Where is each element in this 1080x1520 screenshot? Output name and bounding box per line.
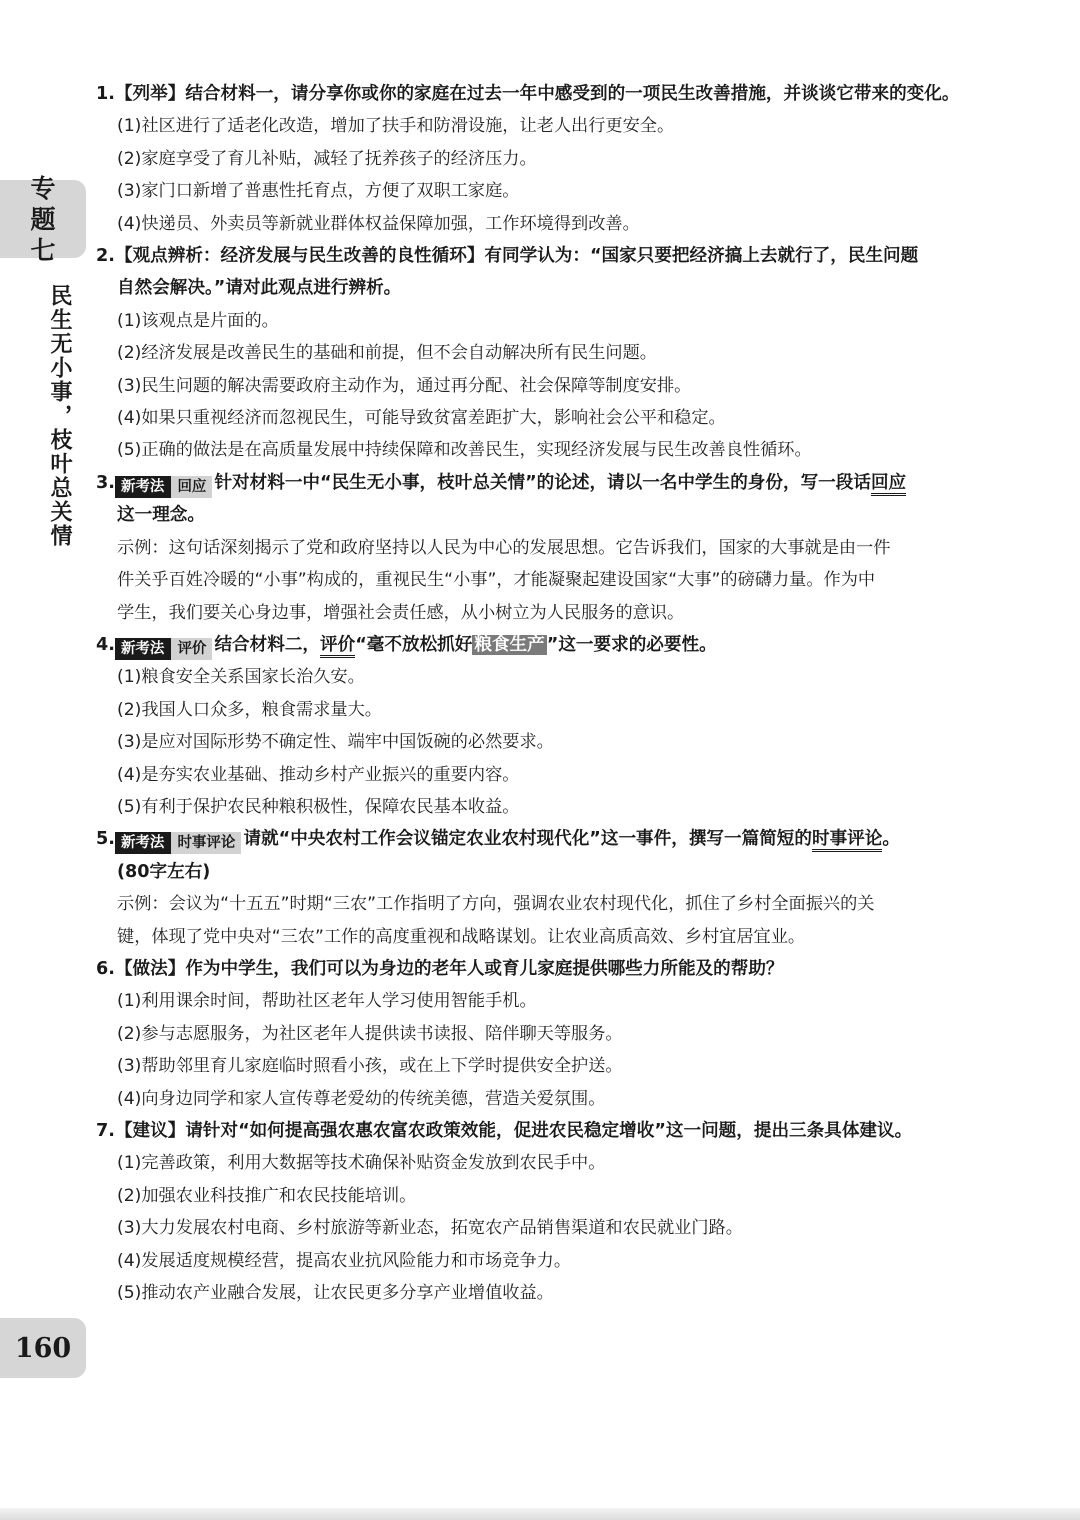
- question-4: [96, 629, 986, 823]
- question-1: [96, 78, 986, 240]
- answer-line: (1)社区进行了适老化改造，增加了扶手和防滑设施，让老人出行更安全。: [117, 116, 675, 137]
- question-list: [96, 78, 986, 1309]
- question-1-prompt: 1.【列举】结合材料一，请分享你或你的家庭在过去一年中感受到的一项民生改善措施，并谈谈它带来的变化。: [96, 84, 960, 104]
- chapter-tab-char-1: 专: [30, 173, 56, 203]
- answer-line: (5)有利于保护农民种粮积极性，保障农民基本收益。: [117, 796, 520, 817]
- question-5: [96, 823, 986, 953]
- answer-line: (1)利用课余时间，帮助社区老年人学习使用智能手机。: [117, 991, 537, 1012]
- new-exam-tag: 新考法 回应: [115, 476, 213, 498]
- question-6-prompt: 6.【做法】作为中学生，我们可以为身边的老年人或育儿家庭提供哪些力所能及的帮助？: [96, 958, 784, 979]
- answer-line: (3)帮助邻里育儿家庭临时照看小孩，或在上下学时提供安全护送。: [117, 1056, 623, 1077]
- keyword-underline: 时事评论: [812, 829, 882, 852]
- answer-line: (4)向身边同学和家人宣传尊老爱幼的传统美德，营造关爱氛围。: [117, 1088, 606, 1109]
- question-3: [96, 467, 986, 629]
- new-exam-tag: 新考法 时事评论: [115, 832, 242, 854]
- question-7: [96, 1115, 986, 1309]
- chapter-tab-char-2: 题: [30, 204, 56, 234]
- question-2: [96, 240, 986, 467]
- page-number: 160: [0, 1318, 86, 1378]
- answer-line: (4)如果只重视经济而忽视民生，可能导致贫富差距扩大，影响社会公平和稳定。: [117, 408, 726, 429]
- question-7-prompt: 7.【建议】请针对“如何提高强农惠农富农政策效能，促进农民稳定增收”这一问题，提出三条具体建议。: [96, 1121, 913, 1141]
- answer-line: (1)该观点是片面的。: [117, 310, 279, 331]
- keyword-underline: 回应: [871, 473, 906, 496]
- question-2-prompt: 2.【观点辨析：经济发展与民生改善的良性循环】有同学认为：“国家只要把经济搞上去就行了，民生问题 自然会解决。”请对此观点进行辨析。: [96, 246, 919, 299]
- question-4-prompt: 4. 新考法 评价 结合材料二，评价“毫不放松抓好 粮食生产 ”这一要求的必要性。: [96, 629, 986, 661]
- answer-line: (4)快递员、外卖员等新就业群体权益保障加强，工作环境得到改善。: [117, 213, 640, 234]
- answer-line: (1)粮食安全关系国家长治久安。: [117, 667, 365, 688]
- answer-line: (5)正确的做法是在高质量发展中持续保障和改善民生，实现经济发展与民生改善良性循环。: [117, 440, 812, 461]
- answer-line: (3)大力发展农村电商、乡村旅游等新业态，拓宽农产品销售渠道和农民就业门路。: [117, 1218, 743, 1239]
- answer-line: (3)民生问题的解决需要政府主动作为，通过再分配、社会保障等制度安排。: [117, 375, 692, 396]
- answer-line: (3)是应对国际形势不确定性、端牢中国饭碗的必然要求。: [117, 732, 554, 753]
- answer-line: (3)家门口新增了普惠性托育点，方便了双职工家庭。: [117, 181, 520, 202]
- chapter-title: 民生无小事，枝叶总关情: [47, 284, 72, 548]
- answer-line: (2)参与志愿服务，为社区老年人提供读书读报、陪伴聊天等服务。: [117, 1023, 623, 1044]
- question-3-prompt: 3. 新考法 回应 针对材料一中“民生无小事，枝叶总关情”的论述，请以一名中学生的身份，写一段话回应 这一理念。: [96, 472, 907, 526]
- page-bottom-edge: [0, 1508, 1080, 1520]
- example-answer: 示例：会议为“十五五”时期“三农”工作指明了方向，强调农业农村现代化，抓住了乡村全面振兴的关 键，体现了党中央对“三农”工作的高度重视和战略谋划。让农业高质高效、乡村宜居宜业。: [117, 894, 875, 947]
- question-5-prompt: 5. 新考法 时事评论 请就“中央农村工作会议锚定农业农村现代化”这一事件，撰写一篇简短的时事评论。 (80字左右): [96, 829, 900, 882]
- new-exam-tag: 新考法 评价: [115, 638, 213, 660]
- answer-line: (4)发展适度规模经营，提高农业抗风险能力和市场竞争力。: [117, 1250, 572, 1271]
- answer-line: (4)是夯实农业基础、推动乡村产业振兴的重要内容。: [117, 764, 520, 785]
- answer-line: (5)推动农产业融合发展，让农民更多分享产业增值收益。: [117, 1283, 554, 1304]
- chapter-tab: [0, 173, 86, 265]
- chapter-tab-char-3: 七: [30, 235, 56, 265]
- answer-line: (2)加强农业科技推广和农民技能培训。: [117, 1185, 417, 1206]
- highlighted-phrase: 粮食生产: [474, 634, 545, 655]
- question-6: [96, 953, 986, 1115]
- example-answer: 示例：这句话深刻揭示了党和政府坚持以人民为中心的发展思想。它告诉我们，国家的大事就是由一件 件关乎百姓冷暖的“小事”构成的，重视民生“小事”，才能凝聚起建设国家“大事”的磅礴力量。作为中 学生，我们要关心身边事，增强社会责任感，从小树立为人民服务的意识。: [117, 537, 891, 623]
- keyword-underline: 评价: [320, 635, 355, 658]
- answer-line: (1)完善政策，利用大数据等技术确保补贴资金发放到农民手中。: [117, 1153, 606, 1174]
- answer-line: (2)经济发展是改善民生的基础和前提，但不会自动解决所有民生问题。: [117, 343, 657, 364]
- answer-line: (2)我国人口众多，粮食需求量大。: [117, 699, 382, 720]
- answer-line: (2)家庭享受了育儿补贴，减轻了抚养孩子的经济压力。: [117, 148, 537, 169]
